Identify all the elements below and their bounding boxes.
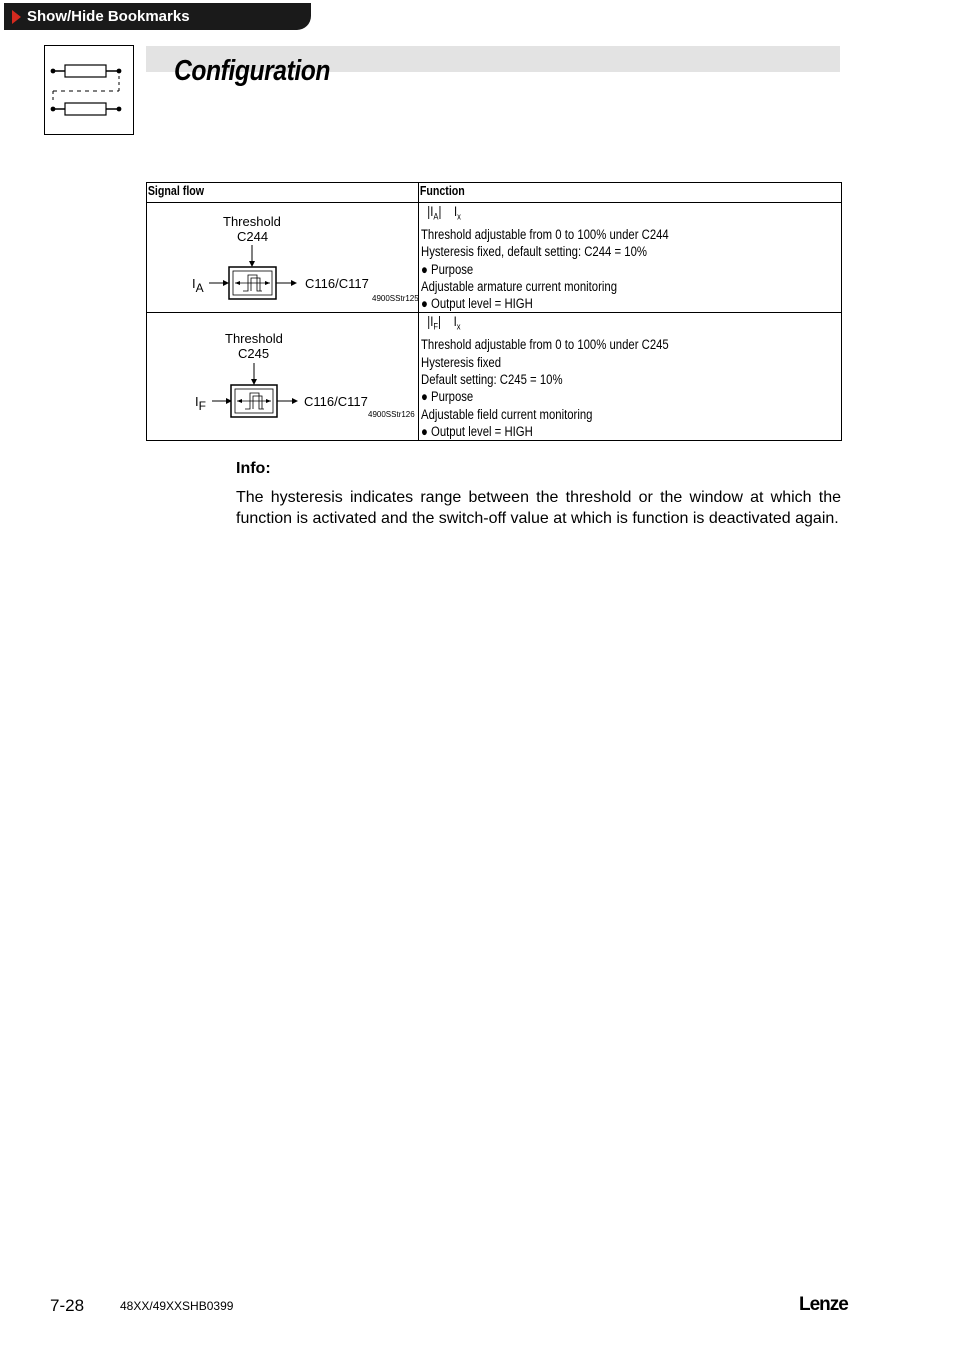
function-condition: $|I_F|$ $I_x$ (421, 314, 461, 333)
signal-flow-diagram (147, 203, 418, 309)
function-cell (419, 313, 842, 441)
triangle-right-icon (12, 10, 21, 24)
threshold-label: Threshold (225, 331, 283, 347)
configuration-section-icon (44, 45, 134, 135)
threshold-label: Threshold (223, 214, 281, 229)
function-condition: $|I_A|$ $I_x$ (421, 204, 461, 222)
signal-flow-diagram (147, 313, 418, 435)
threshold-code: C244 (237, 229, 269, 244)
function-line: Hysteresis fixed (421, 354, 502, 370)
comparator-block-icon (147, 203, 418, 309)
signal-flow-cell (147, 313, 419, 441)
bookmark-bar-label: Show/Hide Bookmarks (27, 8, 190, 25)
function-line: Threshold adjustable from 0 to 100% under C244 (421, 226, 669, 242)
brand-logo: Lenze (799, 1294, 848, 1315)
signal-flow-cell (147, 203, 419, 313)
function-line: Adjustable armature current monitoring (421, 278, 618, 294)
function-line: ● Purpose (421, 389, 474, 405)
input-label: $I_F$ (195, 394, 206, 414)
function-line: ● Purpose (421, 261, 474, 277)
function-line: Threshold adjustable from 0 to 100% under C245 (421, 337, 669, 353)
input-label: $I_A$ (192, 276, 204, 295)
table-header-row (147, 183, 842, 203)
show-hide-bookmarks-button[interactable] (4, 3, 311, 30)
figure-id: 4900SStr126 (368, 410, 415, 420)
function-cell (419, 203, 842, 313)
function-header: Function (419, 183, 842, 203)
page-title: Configuration (174, 55, 331, 87)
page-number: 7-28 (50, 1296, 85, 1315)
table-row (147, 203, 842, 313)
table-row (147, 313, 842, 441)
function-line: Adjustable field current monitoring (421, 406, 593, 422)
comparator-block-icon (147, 313, 418, 435)
function-line: Hysteresis fixed, default setting: C244 = 10% (421, 244, 647, 260)
signal-flow-table (146, 182, 842, 441)
output-label: C116/C117 (305, 276, 369, 291)
threshold-code: C245 (238, 346, 270, 362)
function-line: ● Output level = HIGH (421, 296, 533, 312)
function-line: Default setting: C245 = 10% (421, 372, 563, 388)
function-line: ● Output level = HIGH (421, 423, 533, 439)
info-title: Info: (236, 460, 271, 477)
output-label: C116/C117 (304, 394, 368, 410)
info-text: The hysteresis indicates range between the threshold or the window at which the function is activated and the switch-off value at which is function is deactivated again. (236, 489, 841, 527)
signal-flow-header: Signal flow (147, 183, 419, 203)
document-code: 48XX/49XXSHB0399 (120, 1299, 234, 1313)
figure-id: 4900SStr125 (372, 294, 419, 303)
